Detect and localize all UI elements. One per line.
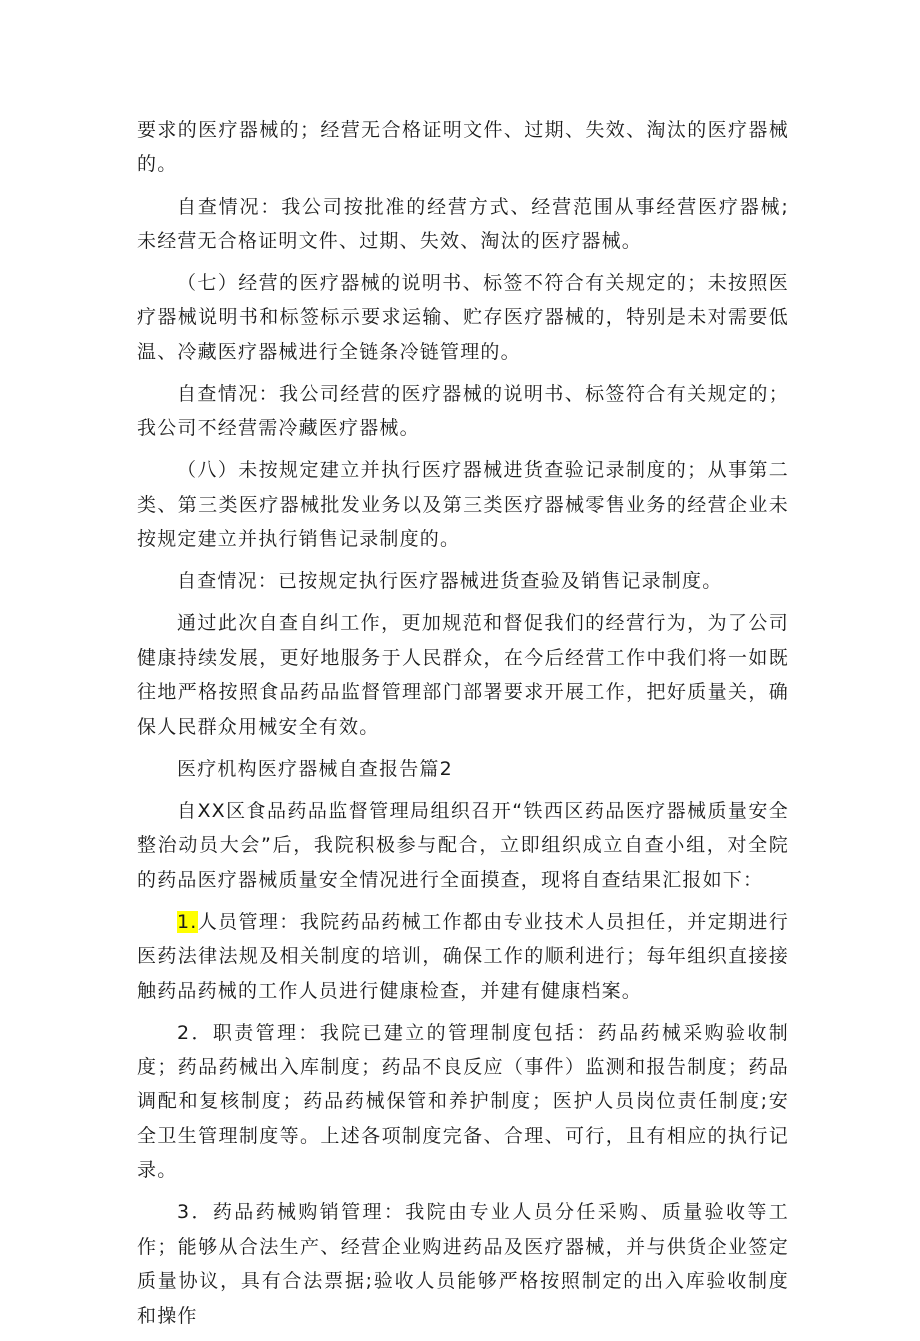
paragraph-item-8: （八）未按规定建立并执行医疗器械进货查验记录制度的；从事第二类、第三类医疗器械批发业务以及第三类医疗器械零售业务的经营企业未按规定建立并执行销售记录制度的。 xyxy=(137,459,789,551)
paragraph-procurement: 3．药品药械购销管理：我院由专业人员分任采购、质量验收等工作；能够从合法生产、经营企业购进药品及医疗器械，并与供货企业签定质量协议，具有合法票据;验收人员能够严格按照制定的出入库验收制度和操作 xyxy=(137,1201,789,1327)
paragraph-self-check-8: 自查情况：已按规定执行医疗器械进货查验及销售记录制度。 xyxy=(177,570,723,593)
paragraph-personnel-text: 人员管理：我院药品药械工作都由专业技术人员担任，并定期进行医药法律法规及相关制度的培训，确保工作的顺利进行；每年组织直接接触药品药械的工作人员进行健康检查，并建有健康档案。 xyxy=(137,910,789,1002)
paragraph-personnel xyxy=(137,905,789,1008)
paragraph-self-check-6: 自查情况：我公司按批准的经营方式、经营范围从事经营医疗器械;未经营无合格证明文件、过期、失效、淘汰的医疗器械。 xyxy=(137,195,789,252)
paragraph-self-check-7: 自查情况：我公司经营的医疗器械的说明书、标签符合有关规定的；我公司不经营需冷藏医疗器械。 xyxy=(137,382,789,440)
paragraph-continued: 要求的医疗器械的；经营无合格证明文件、过期、失效、淘汰的医疗器械的。 xyxy=(137,119,789,176)
paragraph-intro: 自XX区食品药品监督管理局组织召开“铁西区药品医疗器械质量安全整治动员大会”后，我院积极参与配合，立即组织成立自查小组，对全院的药品医疗器械质量安全情况进行全面摸查，现将自查结果汇报如下： xyxy=(137,799,789,891)
highlighted-number-marker: 1. xyxy=(177,910,198,933)
paragraph-item-7: （七）经营的医疗器械的说明书、标签不符合有关规定的；未按照医疗器械说明书和标签标示要求运输、贮存医疗器械的，特别是未对需要低温、冷藏医疗器械进行全链条冷链管理的。 xyxy=(137,272,789,363)
document-body xyxy=(137,113,789,1341)
section-heading: 医疗机构医疗器械自查报告篇2 xyxy=(177,757,453,780)
paragraph-duties: 2．职责管理：我院已建立的管理制度包括：药品药械采购验收制度；药品药械出入库制度；药品不良反应（事件）监测和报告制度；药品调配和复核制度；药品药械保管和养护制度；医护人员岗位责任制度;安全卫生管理制度等。上述各项制度完备、合理、可行，且有相应的执行记录。 xyxy=(137,1021,789,1182)
paragraph-conclusion: 通过此次自查自纠工作，更加规范和督促我们的经营行为，为了公司健康持续发展，更好地服务于人民群众，在今后经营工作中我们将一如既往地严格按照食品药品监督管理部门部署要求开展工作，把好质量关，确保人民群众用械安全有效。 xyxy=(137,612,789,738)
